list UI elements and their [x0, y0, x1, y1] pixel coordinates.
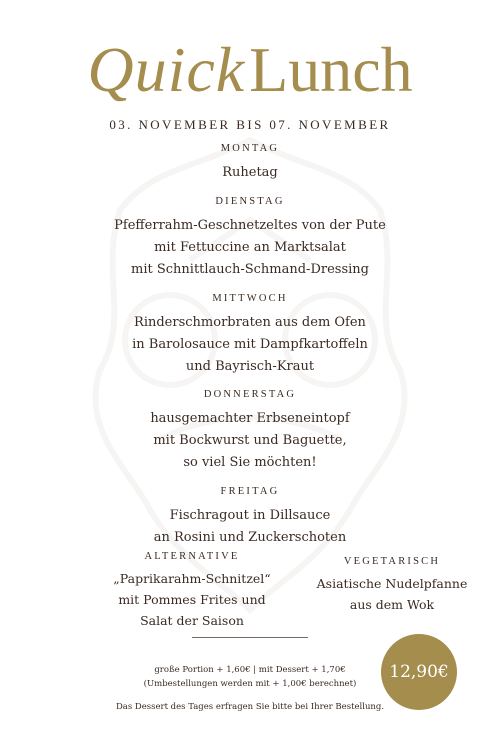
vegetarian-label: VEGETARISCH: [343, 556, 441, 567]
dish-line: mit Pommes Frites und: [118, 592, 266, 607]
dish-line: Salat der Saison: [140, 613, 244, 628]
date-range: 03. NOVEMBER BIS 07. NOVEMBER: [109, 117, 391, 132]
day-label: MONTAG: [220, 143, 280, 154]
dish-line: und Bayrisch-Kraut: [185, 359, 315, 374]
day-label: FREITAG: [220, 486, 280, 497]
price-badge: [381, 634, 457, 710]
price-value: 12,90€: [389, 662, 449, 682]
divider: [192, 637, 308, 638]
dish-line: an Rosini und Zuckerschoten: [153, 530, 347, 545]
dish-line: mit Bockwurst und Baguette,: [153, 433, 347, 448]
day-friday: [0, 485, 500, 549]
dish-line: Asiatische Nudelpfanne: [316, 576, 468, 591]
dish-line: Pfefferrahm-Geschnetzeltes von der Pute: [114, 218, 386, 233]
dish-line: Ruhetag: [222, 165, 278, 180]
title-quick: Quick: [87, 34, 246, 105]
dish-line: so viel Sie möchten!: [183, 455, 317, 470]
dish-line: „Paprikarahm-Schnitzel“: [113, 571, 271, 586]
day-wednesday: [0, 292, 500, 378]
portion-note: große Portion + 1,60€ | mit Dessert + 1,70€: [154, 665, 346, 675]
vegetarian-section: [302, 555, 482, 615]
dish-line: Rinderschmorbraten aus dem Ofen: [134, 315, 366, 330]
rebooking-note: (Umbestellungen werden mit + 1,00€ berechnet): [143, 679, 357, 689]
day-thursday: [0, 388, 500, 474]
dish-line: mit Schnittlauch-Schmand-Dressing: [131, 262, 369, 277]
title-lunch: Lunch: [249, 34, 413, 105]
day-label: DIENSTAG: [215, 196, 285, 207]
dish-line: in Barolosauce mit Dampfkartoffeln: [132, 337, 368, 352]
day-monday: [0, 142, 500, 184]
dish-line: hausgemachter Erbseneintopf: [150, 411, 350, 426]
dish-line: aus dem Wok: [349, 597, 435, 612]
alternative-label: ALTERNATIVE: [144, 551, 240, 562]
dessert-note: Das Dessert des Tages erfragen Sie bitte bei Ihrer Bestellung.: [115, 702, 385, 712]
day-label: DONNERSTAG: [203, 389, 297, 400]
day-label: MITTWOCH: [212, 293, 288, 304]
menu-title: [0, 34, 500, 105]
alternative-section: [92, 550, 292, 631]
dish-line: Fischragout in Dillsauce: [169, 508, 331, 523]
dish-line: mit Fettuccine an Marktsalat: [154, 240, 346, 255]
day-tuesday: [0, 195, 500, 281]
